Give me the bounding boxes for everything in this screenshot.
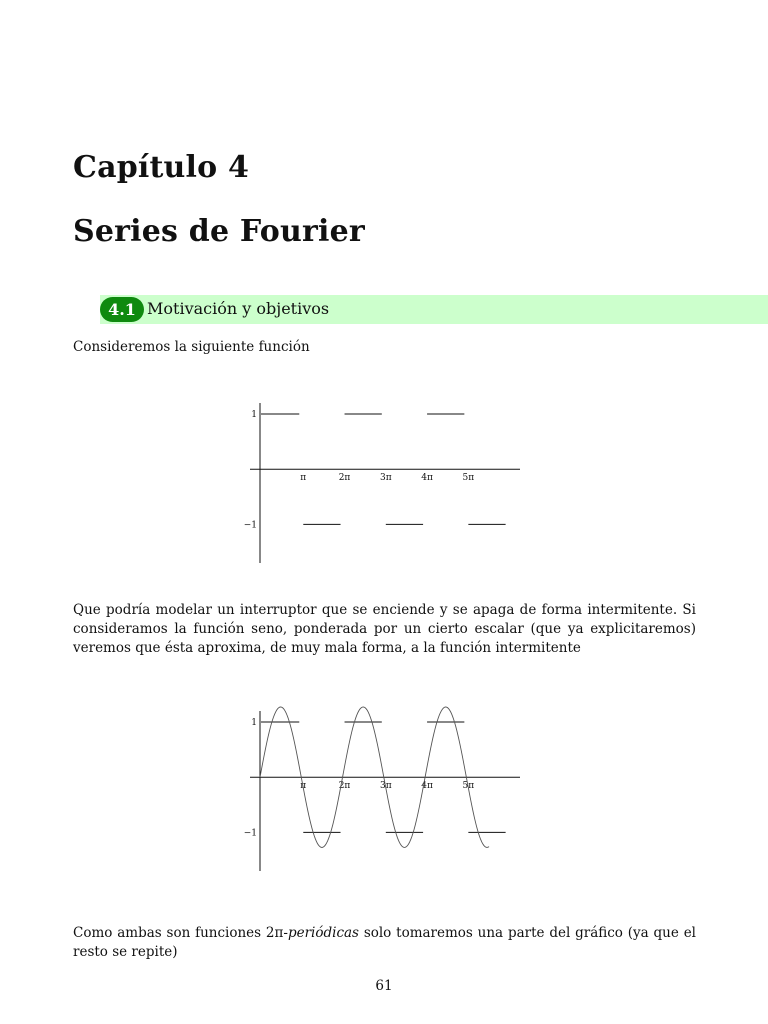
x-tick-label: 5π [462, 473, 475, 484]
x-tick-label: π [300, 473, 307, 484]
x-tick-label: 5π [462, 781, 475, 792]
x-tick-label: 2π [338, 473, 351, 484]
section-title: Motivación y objetivos [147, 299, 330, 318]
section-number-badge: 4.1 [100, 297, 144, 322]
figure-square-wave [240, 393, 530, 573]
x-tick-label: 4π [421, 473, 433, 484]
paragraph-intro: Consideremos la siguiente función [73, 339, 310, 355]
x-tick-label: 4π [421, 781, 433, 792]
chapter-title: Series de Fourier [73, 214, 365, 249]
x-tick-label: 3π [379, 473, 392, 484]
paragraph-switch: Que podría modelar un interruptor que se enciende y se apaga de forma intermitente. Si consideramos la función seno, ponderada por un cierto escalar (que ya explicitaremos) veremos que ésta aproxima, de muy mala forma, a la función intermitente [73, 602, 696, 656]
page-number: 61 [375, 978, 393, 994]
y-tick-label: −1 [243, 520, 257, 531]
figure-square-wave-with-sine [240, 701, 530, 881]
paragraph-periodic-start: Como ambas son funciones 2π- [73, 925, 288, 941]
chapter-label: Capítulo 4 [73, 150, 250, 185]
paragraph-periodic-end: solo tomaremos una parte del gráfico (ya que el resto se repite) [73, 925, 697, 960]
y-tick-label: −1 [243, 828, 257, 839]
x-tick-label: π [300, 781, 307, 792]
x-tick-label: 2π [338, 781, 351, 792]
x-tick-label: 3π [379, 781, 392, 792]
paragraph-periodic-emphasis: periódicas [287, 925, 359, 941]
y-tick-label: 1 [251, 718, 257, 729]
y-tick-label: 1 [251, 410, 257, 421]
paragraph-periodic [73, 924, 696, 962]
